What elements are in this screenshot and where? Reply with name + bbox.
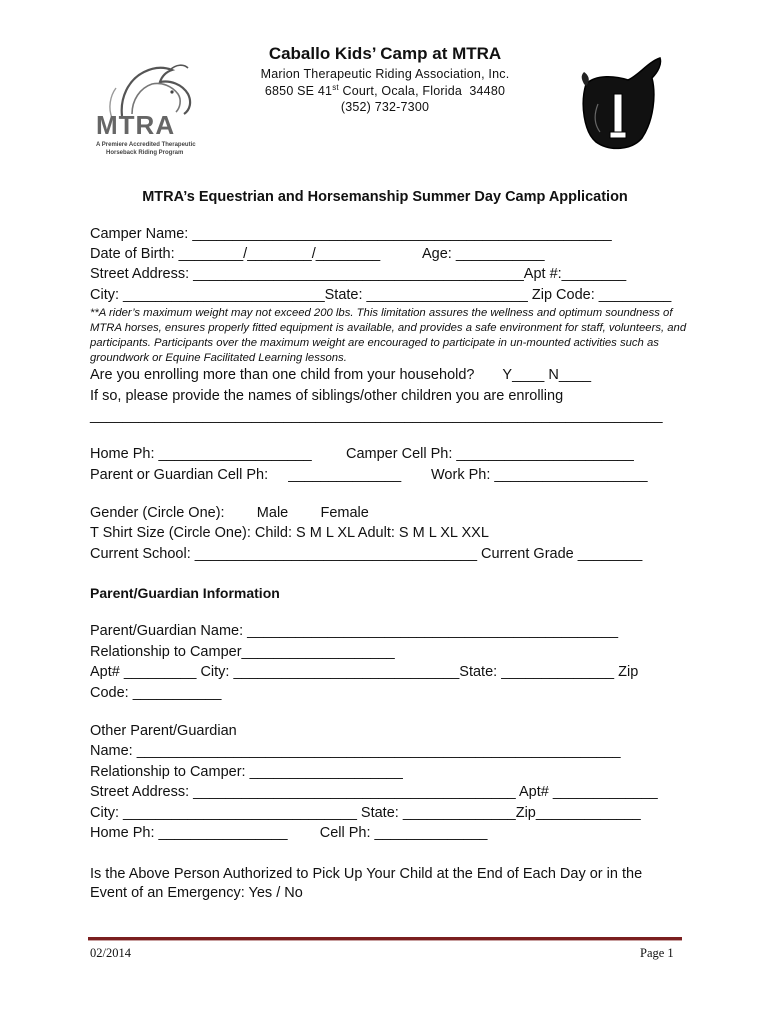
- siblings-prompt: If so, please provide the names of siblings/other children you are enrolling: [90, 388, 564, 404]
- other-guardian-street-field[interactable]: Street Address: ________________________________________ Apt# _____________: [90, 784, 658, 800]
- address-suffix: st: [332, 83, 339, 92]
- guardian-relationship-field[interactable]: Relationship to Camper___________________: [90, 644, 395, 660]
- address-city: Court, Ocala, Florida 34480: [338, 84, 506, 99]
- camper-cell-field[interactable]: Camper Cell Ph: ______________________: [346, 446, 634, 462]
- authorization-line-2[interactable]: Event of an Emergency: Yes / No: [90, 885, 303, 901]
- tshirt-size-field[interactable]: T Shirt Size (Circle One): Child: S M L XL Adult: S M L XL XXL: [90, 525, 489, 541]
- camper-name-field[interactable]: Camper Name: ____________________________________________________: [90, 226, 612, 242]
- home-phone-field[interactable]: Home Ph: ___________________: [90, 446, 312, 462]
- footer-page-number: Page 1: [640, 946, 674, 960]
- footer-date: 02/2014: [90, 946, 131, 960]
- logo-tagline-2: Horseback Riding Program: [106, 150, 184, 156]
- other-guardian-name-field[interactable]: Name: ____________________________________________________________: [90, 743, 621, 759]
- weight-limit-note: **A rider’s maximum weight may not exceed 200 lbs. This limitation assures the wellness and optimum soundness of MTRA horses, ensures properly fitted equipment is available, and provides a safe environment for staff, volunteers, and participants. Participants over the maximum weight are encouraged to participate in un-mounted activities such as groundwork or Equine Facilitated Learning lessons.: [90, 307, 687, 364]
- logo-tagline-1: A Premiere Accredited Therapeutic: [96, 142, 196, 148]
- other-guardian-phones-field[interactable]: Home Ph: ________________ Cell Ph: ______________: [90, 825, 488, 841]
- other-guardian-city-field[interactable]: City: _____________________________ State: ______________Zip_____________: [90, 805, 641, 821]
- guardian-heading: Parent/Guardian Information: [90, 585, 280, 601]
- date-of-birth-field[interactable]: Date of Birth: ________/________/________: [90, 246, 381, 262]
- age-field[interactable]: Age: ___________: [422, 246, 545, 262]
- city-state-zip-field[interactable]: City: _________________________State: ____________________ Zip Code: _________: [90, 287, 672, 303]
- street-address-field[interactable]: Street Address: _________________________________________Apt #:________: [90, 266, 627, 282]
- siblings-names-field[interactable]: _______________________________________________________________________: [90, 408, 663, 424]
- siblings-question[interactable]: Are you enrolling more than one child from your household? Y____ N____: [90, 367, 592, 383]
- footer-rule: [88, 937, 682, 941]
- other-guardian-relationship-field[interactable]: Relationship to Camper: ___________________: [90, 764, 403, 780]
- org-phone: (352) 732-7300: [340, 100, 430, 114]
- logo-text: MTRA: [96, 110, 176, 140]
- guardian-zip-field[interactable]: Code: ___________: [90, 685, 222, 701]
- application-title: MTRA’s Equestrian and Horsemanship Summer Day Camp Application: [142, 189, 628, 205]
- work-phone-field[interactable]: Work Ph: ___________________: [431, 467, 648, 483]
- address-street: 6850 SE 41: [264, 84, 333, 99]
- org-name: Marion Therapeutic Riding Association, Inc.: [260, 67, 510, 81]
- other-guardian-heading: Other Parent/Guardian: [90, 723, 237, 739]
- page-title: Caballo Kids’ Camp at MTRA: [268, 44, 502, 63]
- guardian-apt-city-field[interactable]: Apt# _________ City: ____________________________State: ______________ Zip: [90, 664, 639, 680]
- guardian-name-field[interactable]: Parent/Guardian Name: ______________________________________________: [90, 623, 619, 639]
- current-school-field[interactable]: Current School: ___________________________________ Current Grade ________: [90, 546, 643, 562]
- gender-field[interactable]: Gender (Circle One): Male Female: [90, 505, 369, 521]
- guardian-cell-field[interactable]: Parent or Guardian Cell Ph: ______________: [90, 467, 402, 483]
- authorization-line-1: Is the Above Person Authorized to Pick Up Your Child at the End of Each Day or in the: [90, 866, 643, 882]
- org-address: [0, 83, 770, 98]
